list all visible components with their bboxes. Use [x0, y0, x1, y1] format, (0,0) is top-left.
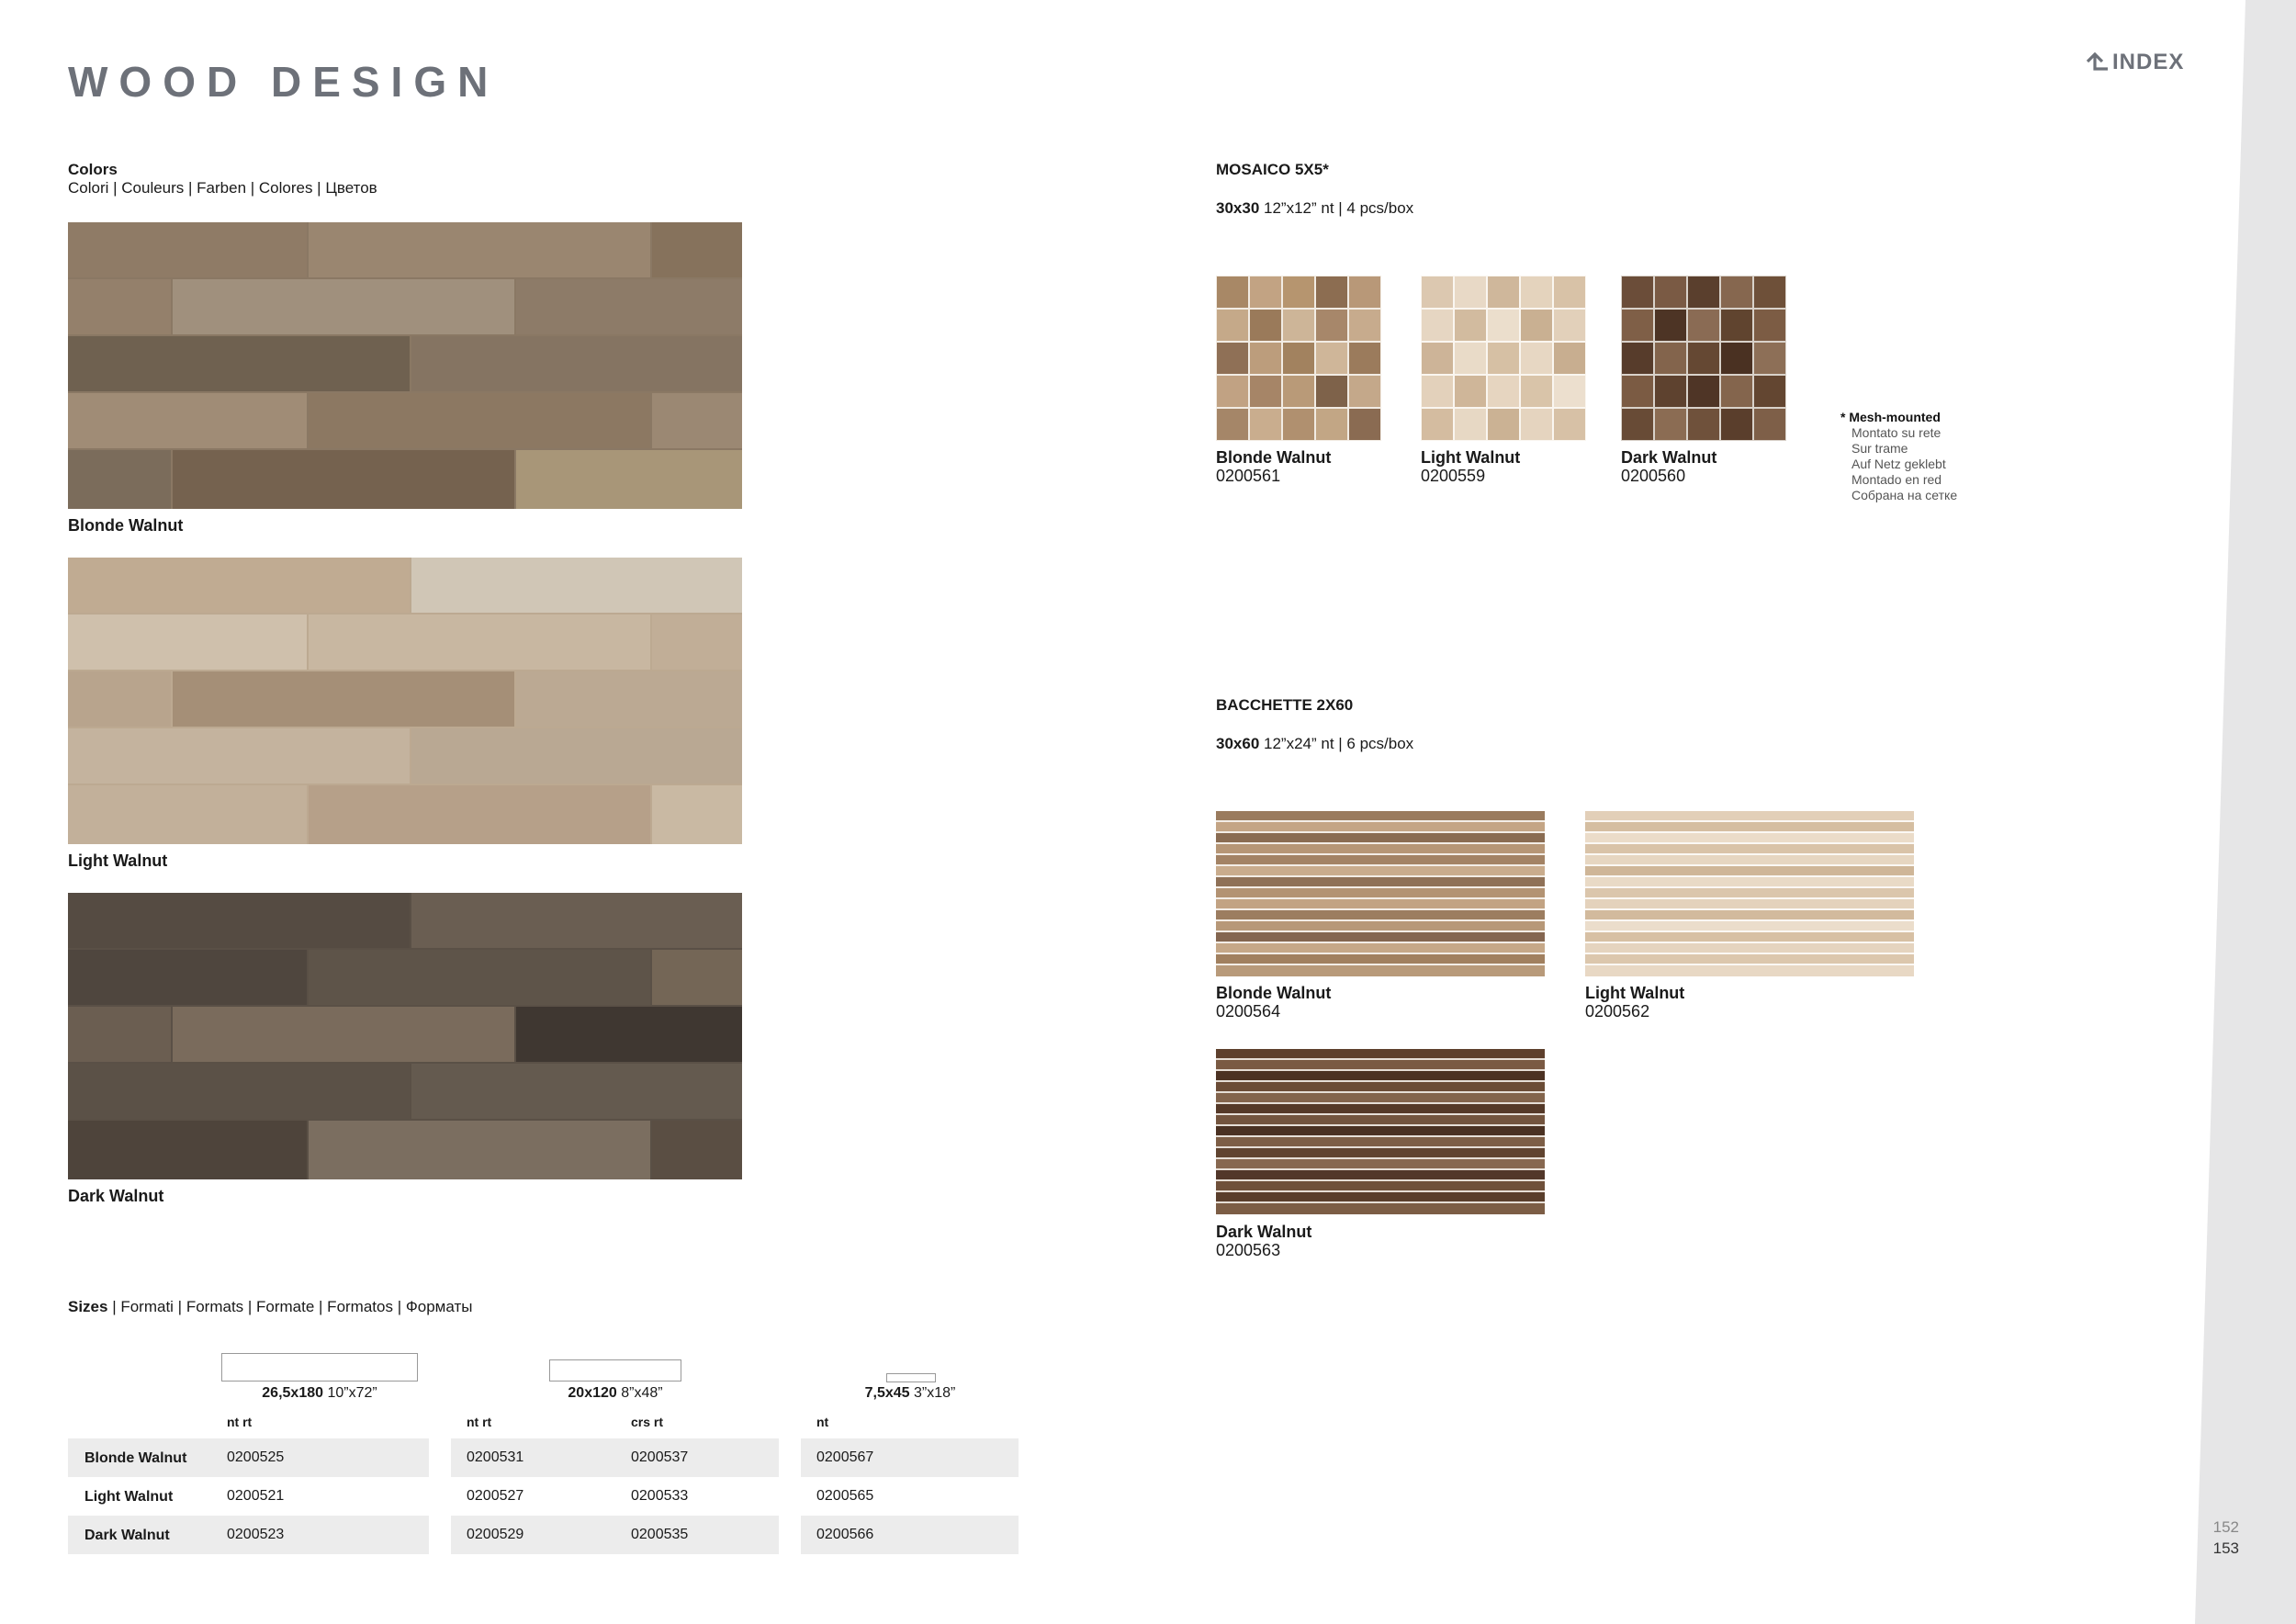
page-number-left: 152	[2212, 1518, 2239, 1536]
bacchette-label-blonde: Blonde Walnut	[1216, 984, 1332, 1002]
table-cell: 0200525	[227, 1449, 285, 1465]
side-strip	[2195, 0, 2296, 1624]
table-cell: 0200533	[631, 1488, 689, 1504]
table-cell: 0200531	[467, 1449, 524, 1465]
format-label-small	[818, 1385, 1002, 1402]
bacchette-size-rest: 12”x24” nt | 6 pcs/box	[1259, 735, 1414, 752]
bacchette-label-dark: Dark Walnut	[1216, 1223, 1312, 1241]
swatch-label-dark: Dark Walnut	[68, 1187, 164, 1205]
table-cell: 0200521	[227, 1488, 285, 1504]
bacchette-tile-dark	[1216, 1049, 1545, 1214]
bacchette-size-bold: 30x60	[1216, 735, 1260, 752]
row-name: Blonde Walnut	[84, 1450, 187, 1466]
mesh-note-title: * Mesh-mounted	[1840, 410, 1941, 424]
table-cell: 0200565	[816, 1488, 874, 1504]
sizes-heading-rest: | Formati | Formats | Formate | Formatos | Форматы	[107, 1298, 473, 1315]
bacchette-code-blonde: 0200564	[1216, 1002, 1281, 1021]
column-header: nt rt	[467, 1415, 492, 1429]
index-label: INDEX	[2112, 50, 2185, 74]
row-name: Light Walnut	[84, 1489, 174, 1505]
bacchette-tile-light	[1585, 811, 1914, 976]
column-header: nt rt	[227, 1415, 253, 1429]
mosaico-heading: MOSAICO 5X5*	[1216, 161, 1329, 178]
column-header: crs rt	[631, 1415, 664, 1429]
format-label-medium	[523, 1385, 707, 1402]
index-link[interactable]	[2085, 50, 2184, 75]
mosaico-size-bold: 30x30	[1216, 199, 1260, 217]
return-arrow-icon	[2085, 52, 2109, 73]
table-cell: 0200566	[816, 1527, 874, 1542]
mosaico-size-rest: 12”x12” nt | 4 pcs/box	[1259, 199, 1414, 217]
table-row	[0, 1516, 1029, 1554]
mosaico-tile-light	[1421, 276, 1586, 441]
swatch-label-light: Light Walnut	[68, 851, 168, 870]
table-cell: 0200529	[467, 1527, 524, 1542]
bacchette-size	[1216, 735, 1413, 753]
mosaico-tile-blonde	[1216, 276, 1381, 441]
mesh-note-line: Sur trame	[1851, 441, 1908, 456]
mesh-note-line: Собрана на сетке	[1851, 488, 1958, 502]
table-cell: 0200535	[631, 1527, 689, 1542]
table-cell: 0200527	[467, 1488, 524, 1504]
mosaico-label-dark: Dark Walnut	[1621, 448, 1717, 467]
mosaico-code-blonde: 0200561	[1216, 467, 1281, 485]
format-label-large-bold: 26,5x180	[262, 1385, 324, 1401]
table-cell: 0200567	[816, 1449, 874, 1465]
mesh-note	[1840, 410, 1957, 503]
table-cell: 0200537	[631, 1449, 689, 1465]
format-shape-medium	[549, 1359, 681, 1382]
mesh-note-line: Auf Netz geklebt	[1851, 457, 1946, 471]
format-label-large-rest: 10”x72”	[323, 1385, 377, 1401]
blonde-walnut-swatch	[68, 222, 742, 509]
sizes-heading-bold: Sizes	[68, 1298, 108, 1315]
dark-walnut-swatch	[68, 893, 742, 1179]
row-name: Dark Walnut	[84, 1528, 170, 1543]
light-walnut-swatch	[68, 558, 742, 844]
mesh-note-line: Montato su rete	[1851, 425, 1941, 440]
table-cell: 0200523	[227, 1527, 285, 1542]
mosaico-code-dark: 0200560	[1621, 467, 1686, 485]
format-label-medium-bold: 20x120	[568, 1385, 617, 1401]
format-shape-large	[221, 1353, 418, 1382]
mosaico-label-light: Light Walnut	[1421, 448, 1521, 467]
bacchette-tile-blonde	[1216, 811, 1545, 976]
format-label-small-bold: 7,5x45	[864, 1385, 910, 1401]
mosaico-size	[1216, 199, 1413, 218]
colors-heading: Colors	[68, 161, 118, 178]
page-title: WOOD DESIGN	[68, 58, 500, 106]
mosaico-code-light: 0200559	[1421, 467, 1486, 485]
sizes-heading	[68, 1298, 472, 1316]
table-row	[0, 1477, 1029, 1516]
mosaico-tile-dark	[1621, 276, 1786, 441]
format-label-large	[220, 1385, 419, 1402]
format-shape-small	[886, 1373, 936, 1382]
bacchette-code-dark: 0200563	[1216, 1241, 1281, 1259]
format-label-medium-rest: 8”x48”	[616, 1385, 663, 1401]
bacchette-heading: BACCHETTE 2X60	[1216, 696, 1354, 714]
bacchette-code-light: 0200562	[1585, 1002, 1650, 1021]
swatch-label-blonde: Blonde Walnut	[68, 516, 184, 535]
bacchette-label-light: Light Walnut	[1585, 984, 1685, 1002]
mesh-note-line: Montado en red	[1851, 472, 1942, 487]
format-label-small-rest: 3”x18”	[909, 1385, 956, 1401]
mosaico-label-blonde: Blonde Walnut	[1216, 448, 1332, 467]
column-header: nt	[816, 1415, 829, 1429]
table-row	[0, 1438, 1029, 1477]
colors-subheading: Colori | Couleurs | Farben | Colores | Цветов	[68, 179, 377, 197]
page-number-right: 153	[2212, 1539, 2239, 1557]
